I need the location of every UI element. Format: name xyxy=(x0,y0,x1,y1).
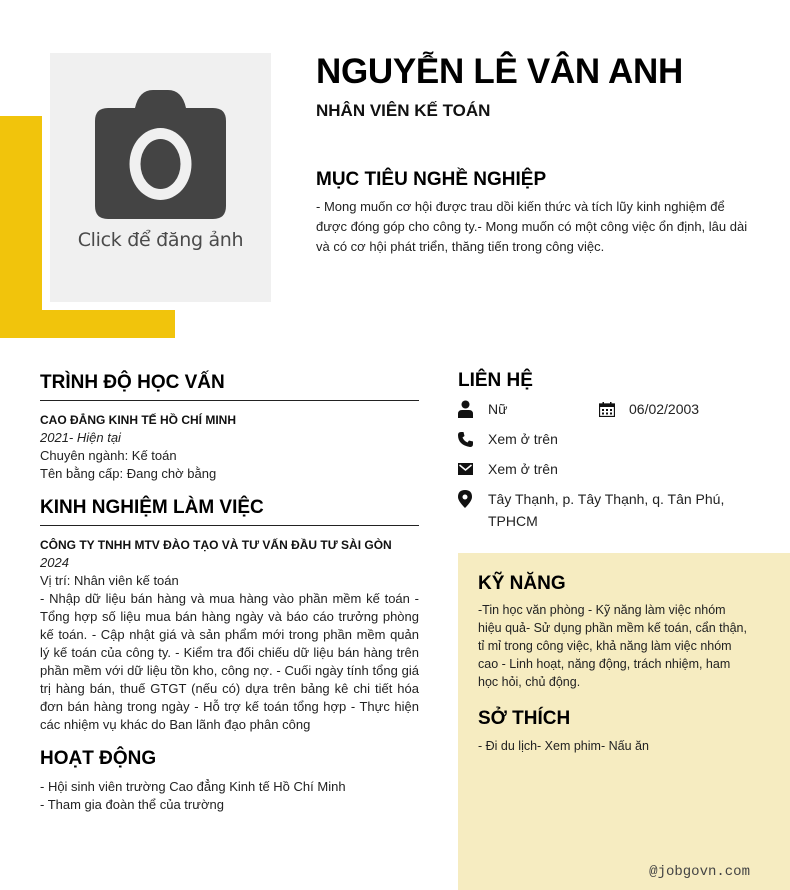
contact-section xyxy=(458,370,790,532)
phone-value: Xem ở trên xyxy=(488,431,558,447)
candidate-name: NGUYỄN LÊ VÂN ANH xyxy=(316,52,683,91)
calendar-icon xyxy=(599,398,629,420)
phone-icon xyxy=(458,428,488,450)
experience-section xyxy=(40,497,419,734)
contact-row-gender-birthday xyxy=(458,398,790,428)
education-heading: TRÌNH ĐỘ HỌC VẤN xyxy=(40,372,419,401)
decorative-yellow-bar-horizontal xyxy=(0,310,175,338)
experience-description: - Nhập dữ liệu bán hàng và mua hàng vào phần mềm kế toán - Tổng hợp số liệu mua bán hàng ngày và báo cáo trưởng phòng kế toán. - Cập nhật giá và sản phẩm mới trong phần mềm quản lý kế toán của công ty. - Kiểm tra đối chiếu dữ liệu bán hàng trên phần mềm với dữ liệu tồn kho, công nợ. - Cuối ngày tính tổng giá trị hàng bán, thuế GTGT (nếu có) dựa trên bảng kê chi tiết hóa đơn bán hàng trong ngày - Hỗ trợ kế toán tổng hợp - Thực hiện các nhiệm vụ khác do Ban lãnh đạo phân công xyxy=(40,591,419,732)
hobbies-text: - Đi du lịch- Xem phim- Nấu ăn xyxy=(478,739,649,753)
mail-icon xyxy=(458,458,488,480)
location-pin-icon xyxy=(458,488,488,510)
gender-value: Nữ xyxy=(488,401,508,417)
contact-row-email xyxy=(458,458,790,488)
school-name: CAO ĐẲNG KINH TẾ HỒ CHÍ MINH xyxy=(40,413,236,427)
hobbies-section xyxy=(478,708,768,756)
contact-row-address xyxy=(458,488,790,532)
experience-position: Vị trí: Nhân viên kế toán xyxy=(40,573,179,588)
watermark: @jobgovn.com xyxy=(649,864,750,880)
career-objective-heading: MỤC TIÊU NGHỀ NGHIỆP xyxy=(316,169,547,190)
contact-row-phone xyxy=(458,428,790,458)
user-icon xyxy=(458,398,488,420)
activities-section xyxy=(40,748,419,814)
education-degree: Tên bằng cấp: Đang chờ bằng xyxy=(40,466,217,481)
left-column xyxy=(40,372,419,828)
hobbies-heading: SỞ THÍCH xyxy=(478,708,571,729)
activity-item: - Hội sinh viên trường Cao đẳng Kinh tế Hồ Chí Minh xyxy=(40,779,346,794)
activities-heading: HOẠT ĐỘNG xyxy=(40,748,157,769)
photo-upload-label: Click để đăng ảnh xyxy=(77,229,244,251)
skills-heading: KỸ NĂNG xyxy=(478,573,566,594)
email-value: Xem ở trên xyxy=(488,461,558,477)
experience-period: 2024 xyxy=(40,555,69,570)
camera-icon xyxy=(95,90,226,220)
decorative-yellow-bar-vertical xyxy=(0,116,42,338)
contact-heading: LIÊN HỆ xyxy=(458,370,533,391)
activity-item: - Tham gia đoàn thể của trường xyxy=(40,797,224,812)
company-name: CÔNG TY TNHH MTV ĐÀO TẠO VÀ TƯ VẤN ĐẦU TƯ SÀI GÒN xyxy=(40,538,392,552)
skills-text: -Tin học văn phòng - Kỹ năng làm việc nhóm hiệu quả- Sử dụng phần mềm kế toán, cẩn thận, tỉ mỉ trong công việc, khả năng làm việc nhóm cao - Linh hoạt, năng động, trách nhiệm, ham học hỏi, chủ động. xyxy=(478,603,747,689)
experience-heading: KINH NGHIỆM LÀM VIỆC xyxy=(40,497,419,526)
job-title: NHÂN VIÊN KẾ TOÁN xyxy=(316,101,491,120)
birthday-value: 06/02/2003 xyxy=(629,401,700,417)
education-major: Chuyên ngành: Kế toán xyxy=(40,448,177,463)
career-objective-section xyxy=(316,169,756,257)
career-objective-text: - Mong muốn cơ hội được trau dồi kiến thức và tích lũy kinh nghiệm để được đóng góp cho công ty.- Mong muốn có một công việc ổn định, lâu dài và có cơ hội phát triển, thăng tiến trong công việc. xyxy=(316,199,748,254)
education-section xyxy=(40,372,419,483)
skills-hobbies-panel xyxy=(458,553,790,890)
skills-section xyxy=(478,573,748,691)
address-value: Tây Thạnh, p. Tây Thạnh, q. Tân Phú, TPHCM xyxy=(488,491,725,529)
photo-upload[interactable] xyxy=(50,53,271,302)
education-period: 2021- Hiện tại xyxy=(40,430,121,445)
